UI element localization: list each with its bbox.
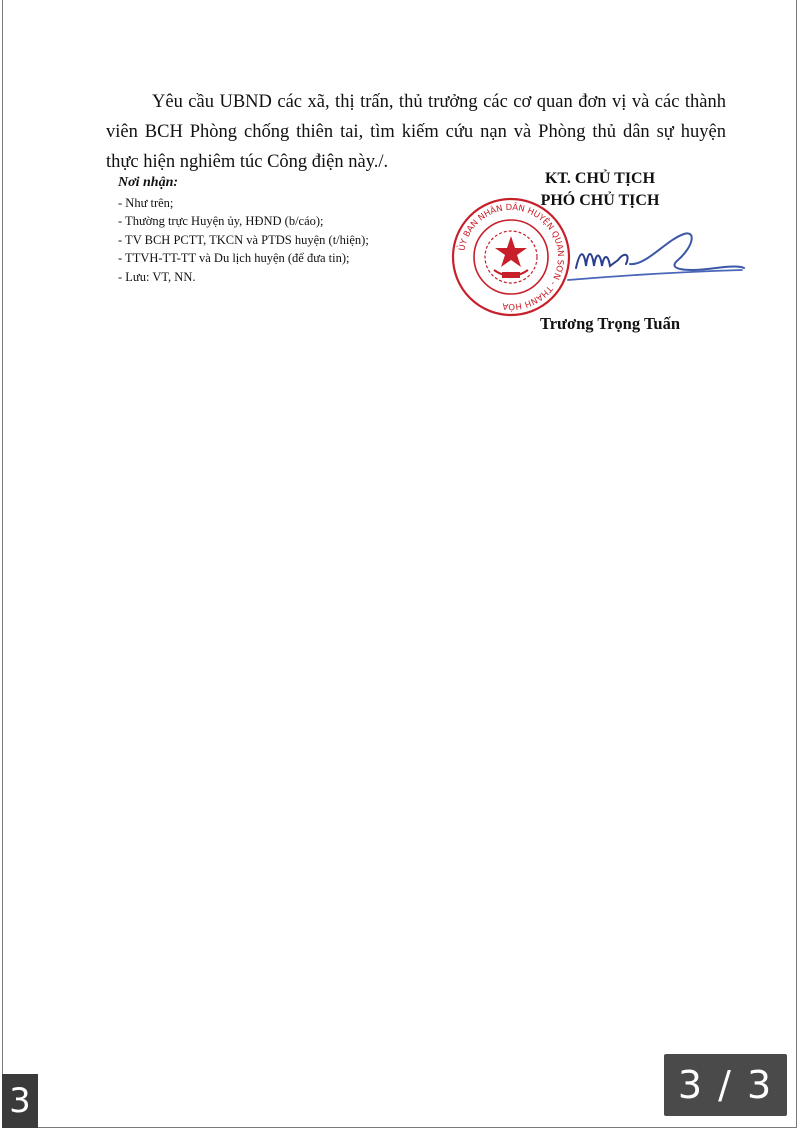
page-indicator: 3 / 3 [664, 1054, 787, 1116]
body-paragraph: Yêu cầu UBND các xã, thị trấn, thủ trưởng các cơ quan đơn vị và các thành viên BCH Phòng chống thiên tai, tìm kiếm cứu nạn và Phòng thủ dân sự huyện thực hiện nghiêm túc Công điện này./. [106, 91, 726, 172]
recipient-item: - Lưu: VT, NN. [118, 269, 196, 284]
recipient-item: - Như trên; [118, 195, 174, 210]
recipient-item: - TV BCH PCTT, TKCN và PTDS huyện (t/hiện); [118, 232, 369, 247]
signature-block [457, 168, 730, 348]
corner-page-label: 3 [2, 1074, 38, 1128]
signer-subtitle: PHÓ CHỦ TỊCH [540, 192, 660, 209]
seal-text: ỦY BAN NHÂN DÂN HUYỆN QUAN SƠN - THANH HÓA [457, 202, 566, 312]
recipients-section [118, 174, 448, 286]
recipient-item: - TTVH-TT-TT và Du lịch huyện (để đưa tin); [118, 251, 350, 265]
signer-name: Trương Trọng Tuấn [539, 314, 681, 333]
recipient-item: - Thường trực Huyện ủy, HĐND (b/cáo); [118, 214, 324, 228]
signer-title: KT. CHỦ TỊCH [544, 170, 656, 187]
recipients-list [118, 194, 448, 287]
official-seal-icon [450, 196, 572, 318]
handwritten-signature [566, 220, 746, 300]
recipients-heading: Nơi nhận: [118, 175, 179, 190]
